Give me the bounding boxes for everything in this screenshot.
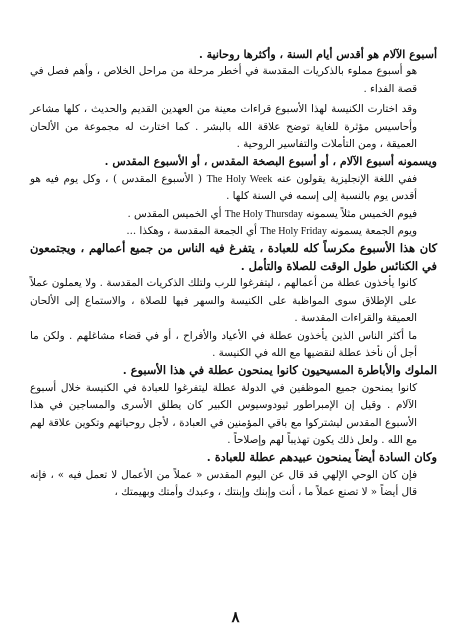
page-number: ٨ [231, 608, 240, 626]
latin-term: The Holy Week [206, 173, 273, 185]
text-segment: أي الخميس المقدس . [127, 207, 222, 220]
heading-masters: وكان السادة أيضاً يمنحون عبيدهم عطلة للعبادة . [206, 450, 437, 465]
line-thursday [30, 206, 417, 223]
paragraph: كانوا يأخذون عطلة من أعمالهم ، ليتفرغوا للرب ولتلك الذكريات المقدسة . ولا يعملون عملاً على الإطلاق سوى المواظبة على الكنيسة والسهر فيها للصلاة ، والاستماع إلى الألحان العميقة والقراءات المقدسة . [30, 277, 417, 325]
line-friday [30, 223, 417, 240]
text-segment: أي الجمعة المقدسة ، وهكذا ... [126, 225, 257, 238]
paragraph: هو أسبوع مملوء بالذكريات المقدسة في أخطر مرحلة من مراحل الخلاص ، وأهم فصل في قصة الفداء . [30, 65, 417, 95]
text-segment: فيوم الخميس مثلاً يسمونه [306, 207, 417, 220]
text-segment: ففي اللغة الإنجليزية يقولون عنه [276, 172, 417, 185]
latin-term: The Holy Thursday [224, 208, 303, 220]
heading-names: ويسمونه أسبوع الآلام ، أو أسبوع البصخة المقدس ، أو الأسبوع المقدس . [104, 155, 437, 169]
paragraph: وقد اختارت الكنيسة لهذا الأسبوع قراءات معينة من العهدين القديم والحديث ، كلها مشاعر وأحاسيس مؤثرة للغاية توضح علاقة الله بالبشر . كما اختارت له مجموعة من الألحان العميقة ، ومن التأملات والتفاسير الروحية . [30, 103, 417, 151]
latin-term: The Holy Friday [260, 226, 327, 238]
heading-emperors: الملوك والأباطرة المسيحيون كانوا يمنحون عطلة في هذا الأسبوع . [122, 363, 437, 378]
paragraph-day-names [30, 206, 437, 241]
text-segment: ويوم الجمعة يسمونه [330, 225, 417, 238]
heading-holy-week: أسبوع الآلام هو أقدس أيام السنة ، وأكثرها روحانية . [198, 48, 437, 61]
paragraph-english-names [30, 171, 437, 206]
paragraph: فإن كان الوحي الإلهي قد قال عن اليوم المقدس « عملاً من الأعمال لا تعمل فيه » ، فإنه قال أيضاً « لا تصنع عملاً ما ، أنت وإبنك وإبنتك ، وعبدك وأمتك وبهيمتك ، [30, 468, 417, 499]
text-segment: ( الأسبوع المقدس ) ، وكل يوم فيه هو أقدس يوم بالنسبة إلى إسمه في السنة كلها . [30, 172, 417, 203]
paragraph: كانوا يمنحون جميع الموظفين في الدولة عطلة ليتفرغوا للعبادة في الكنيسة خلال أسبوع الآلام . وقيل إن الإمبراطور ثيودوسيوس الكبير كان يطلق الأسرى والمساجين في هذا الأسبوع المقدس ليشتركوا مع باقي المؤمنين في العبادة ، لأجل روحياتهم وتكوين علاقة لهم مع الله . ولعل ذلك يكون تهذيباً لهم وإصلاحاً . [30, 381, 417, 446]
page-body [30, 46, 437, 502]
paragraph: ما أكثر الناس الذين يأخذون عطلة في الأعياد والأفراح ، أو في قضاء مشاغلهم . ولكن ما أجل أن نأخذ عطلة لنقضيها مع الله في الكنيسة . [30, 329, 417, 359]
heading-devoted: كان هذا الأسبوع مكرساً كله للعبادة ، يتفرغ فيه الناس من جميع أعمالهم ، ويجتمعون في الكنائس طول الوقت للصلاة والتأمل . [30, 241, 437, 273]
